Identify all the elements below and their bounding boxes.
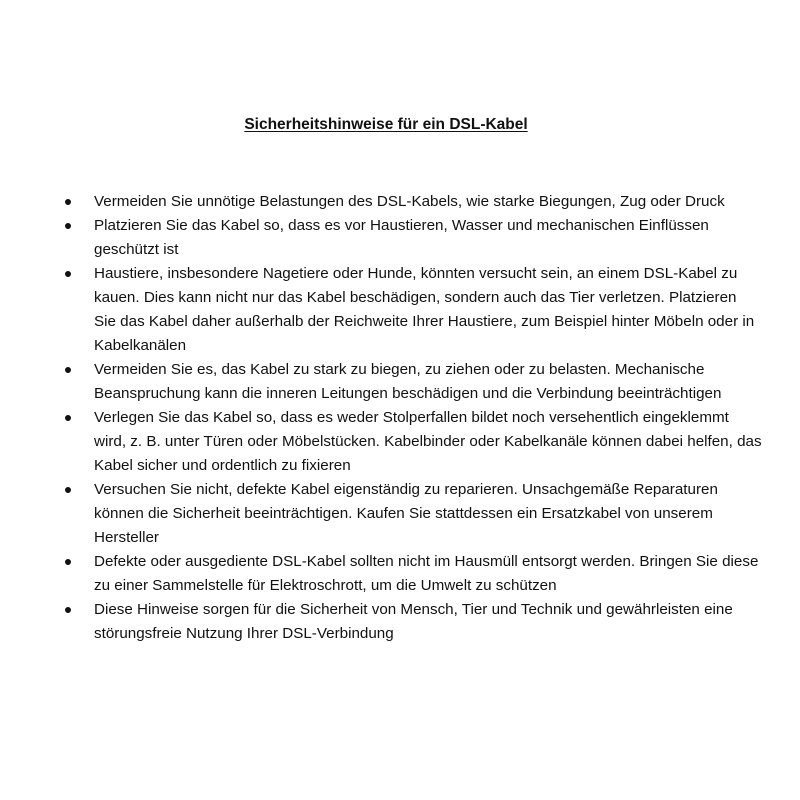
list-item <box>62 358 762 406</box>
bullet-icon <box>65 487 71 493</box>
list-item <box>62 550 762 598</box>
document-title: Sicherheitshinweise für ein DSL-Kabel <box>244 116 528 133</box>
bullet-icon <box>65 199 71 205</box>
list-item-text: Defekte oder ausgediente DSL-Kabel sollten nicht im Hausmüll entsorgt werden. Bringen Sie diese zu einer Sammelstelle für Elektroschrott, um die Umwelt zu schützen <box>94 553 759 594</box>
bullet-icon <box>65 607 71 613</box>
list-item <box>62 190 762 214</box>
list-item <box>62 262 762 358</box>
list-item-text: Platzieren Sie das Kabel so, dass es vor Haustieren, Wasser und mechanischen Einflüssen geschützt ist <box>94 217 709 258</box>
list-item-text: Vermeiden Sie unnötige Belastungen des DSL-Kabels, wie starke Biegungen, Zug oder Druck <box>94 193 725 210</box>
bullet-icon <box>65 415 71 421</box>
bullet-icon <box>65 367 71 373</box>
list-item-text: Versuchen Sie nicht, defekte Kabel eigenständig zu reparieren. Unsachgemäße Reparaturen können die Sicherheit beeinträchtigen. Kaufen Sie stattdessen ein Ersatzkabel von unserem Hersteller <box>94 481 718 546</box>
list-item <box>62 598 762 646</box>
list-item-text: Diese Hinweise sorgen für die Sicherheit von Mensch, Tier und Technik und gewährleisten eine störungsfreie Nutzung Ihrer DSL-Verbindung <box>94 601 733 642</box>
list-item-text: Verlegen Sie das Kabel so, dass es weder Stolperfallen bildet noch versehentlich eingeklemmt wird, z. B. unter Türen oder Möbelstücken. Kabelbinder oder Kabelkanäle können dabei helfen, das Kabel sicher und ordentlich zu fixieren <box>94 409 762 474</box>
list-item <box>62 214 762 262</box>
bullet-icon <box>65 223 71 229</box>
list-item-text: Vermeiden Sie es, das Kabel zu stark zu biegen, zu ziehen oder zu belasten. Mechanische Beanspruchung kann die inneren Leitungen beschädigen und die Verbindung beeinträchtigen <box>94 361 722 402</box>
safety-notes-list <box>62 190 762 646</box>
bullet-icon <box>65 271 71 277</box>
list-item <box>62 478 762 550</box>
bullet-icon <box>65 559 71 565</box>
list-item <box>62 406 762 478</box>
list-item-text: Haustiere, insbesondere Nagetiere oder Hunde, könnten versucht sein, an einem DSL-Kabel zu kauen. Dies kann nicht nur das Kabel beschädigen, sondern auch das Tier verletzen. Platzieren Sie das Kabel daher außerhalb der Reichweite Ihrer Haustiere, zum Beispiel hinter Möbeln oder in Kabelkanälen <box>94 265 755 354</box>
